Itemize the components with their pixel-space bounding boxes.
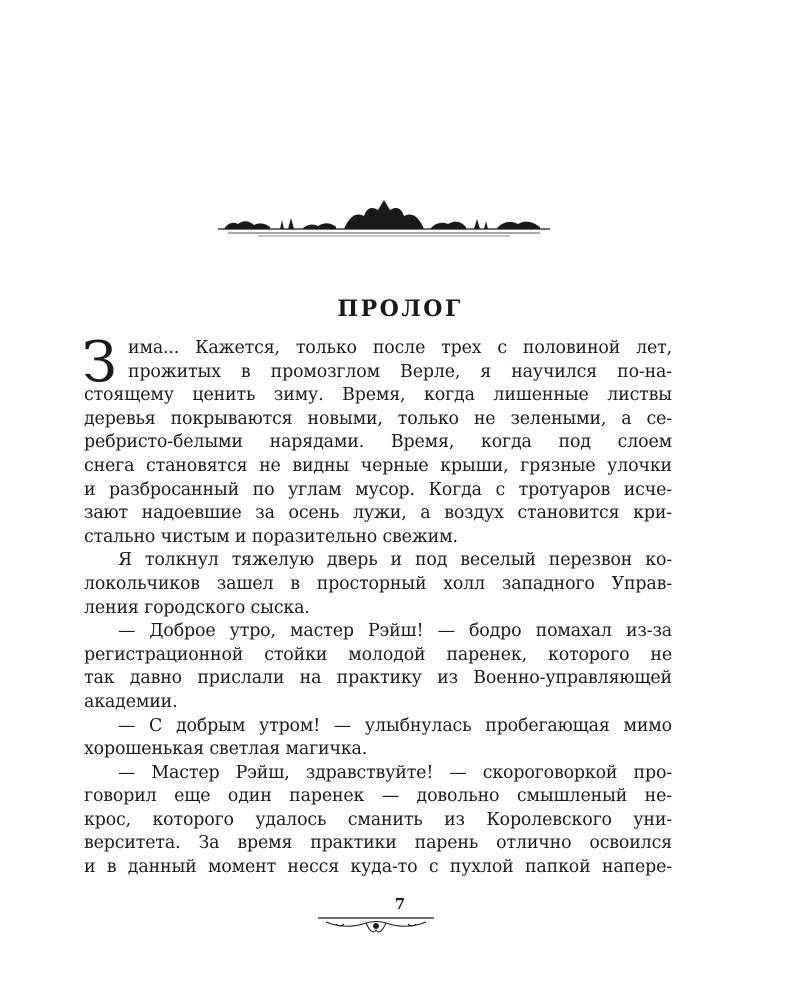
text-line: и в данный момент несся куда-то с пухлой папкой напере-	[84, 857, 672, 878]
text-line: — С добрым утром! — улыбнулась пробегающая мимо	[118, 715, 672, 736]
drop-cap: З	[82, 330, 117, 395]
text-line: ребристо-белыми нарядами. Время, когда под слоем	[84, 432, 672, 453]
text-line: — Доброе утро, мастер Рэйш! — бодро помахал из-за	[118, 621, 672, 642]
text-line: академии.	[84, 691, 178, 712]
text-line: ления городского сыска.	[84, 597, 310, 618]
landscape-ornament-icon	[218, 196, 550, 240]
text-line: стально чистым и поразительно свежим.	[84, 526, 458, 547]
text-line: има... Кажется, только после трех с половиной лет,	[128, 338, 672, 358]
text-line: снега становятся не видны черные крыши, грязные улочки	[84, 455, 672, 476]
text-line: хорошенькая светлая магичка.	[84, 739, 368, 760]
text-line: регистрационной стойки молодой паренек, которого не	[84, 644, 672, 665]
body-text	[82, 330, 672, 880]
flourish-ornament-icon	[316, 910, 436, 940]
text-line: говорил еще один паренек — довольно смышленый не-	[84, 786, 672, 807]
text-line: крос, которого удалось сманить из Королевского уни-	[84, 809, 672, 830]
text-line: локольчиков зашел в просторный холл западного Управ-	[84, 573, 672, 594]
page-number: 7	[394, 895, 406, 913]
text-line: верситета. За время практики парень отлично освоился	[84, 833, 672, 854]
text-line: прожитых в промозглом Верле, я научился по-на-	[128, 361, 672, 382]
text-line: Я толкнул тяжелую дверь и под веселый перезвон ко-	[118, 550, 672, 571]
text-line: деревья покрываются новыми, только не зелеными, а се-	[84, 408, 672, 429]
text-line: — Мастер Рэйш, здравствуйте! — скороговоркой про-	[118, 762, 672, 783]
chapter-title: ПРОЛОГ	[337, 296, 463, 322]
text-line: так давно прислали на практику из Военно-управляющей	[84, 668, 672, 689]
text-line: зают надоевшие за осень лужи, а воздух становится кри-	[84, 503, 672, 524]
text-line: и разбросанный по углам мусор. Когда с тротуаров исче-	[84, 479, 672, 500]
text-line: стоящему ценить зиму. Время, когда лишенные листвы	[84, 385, 672, 406]
